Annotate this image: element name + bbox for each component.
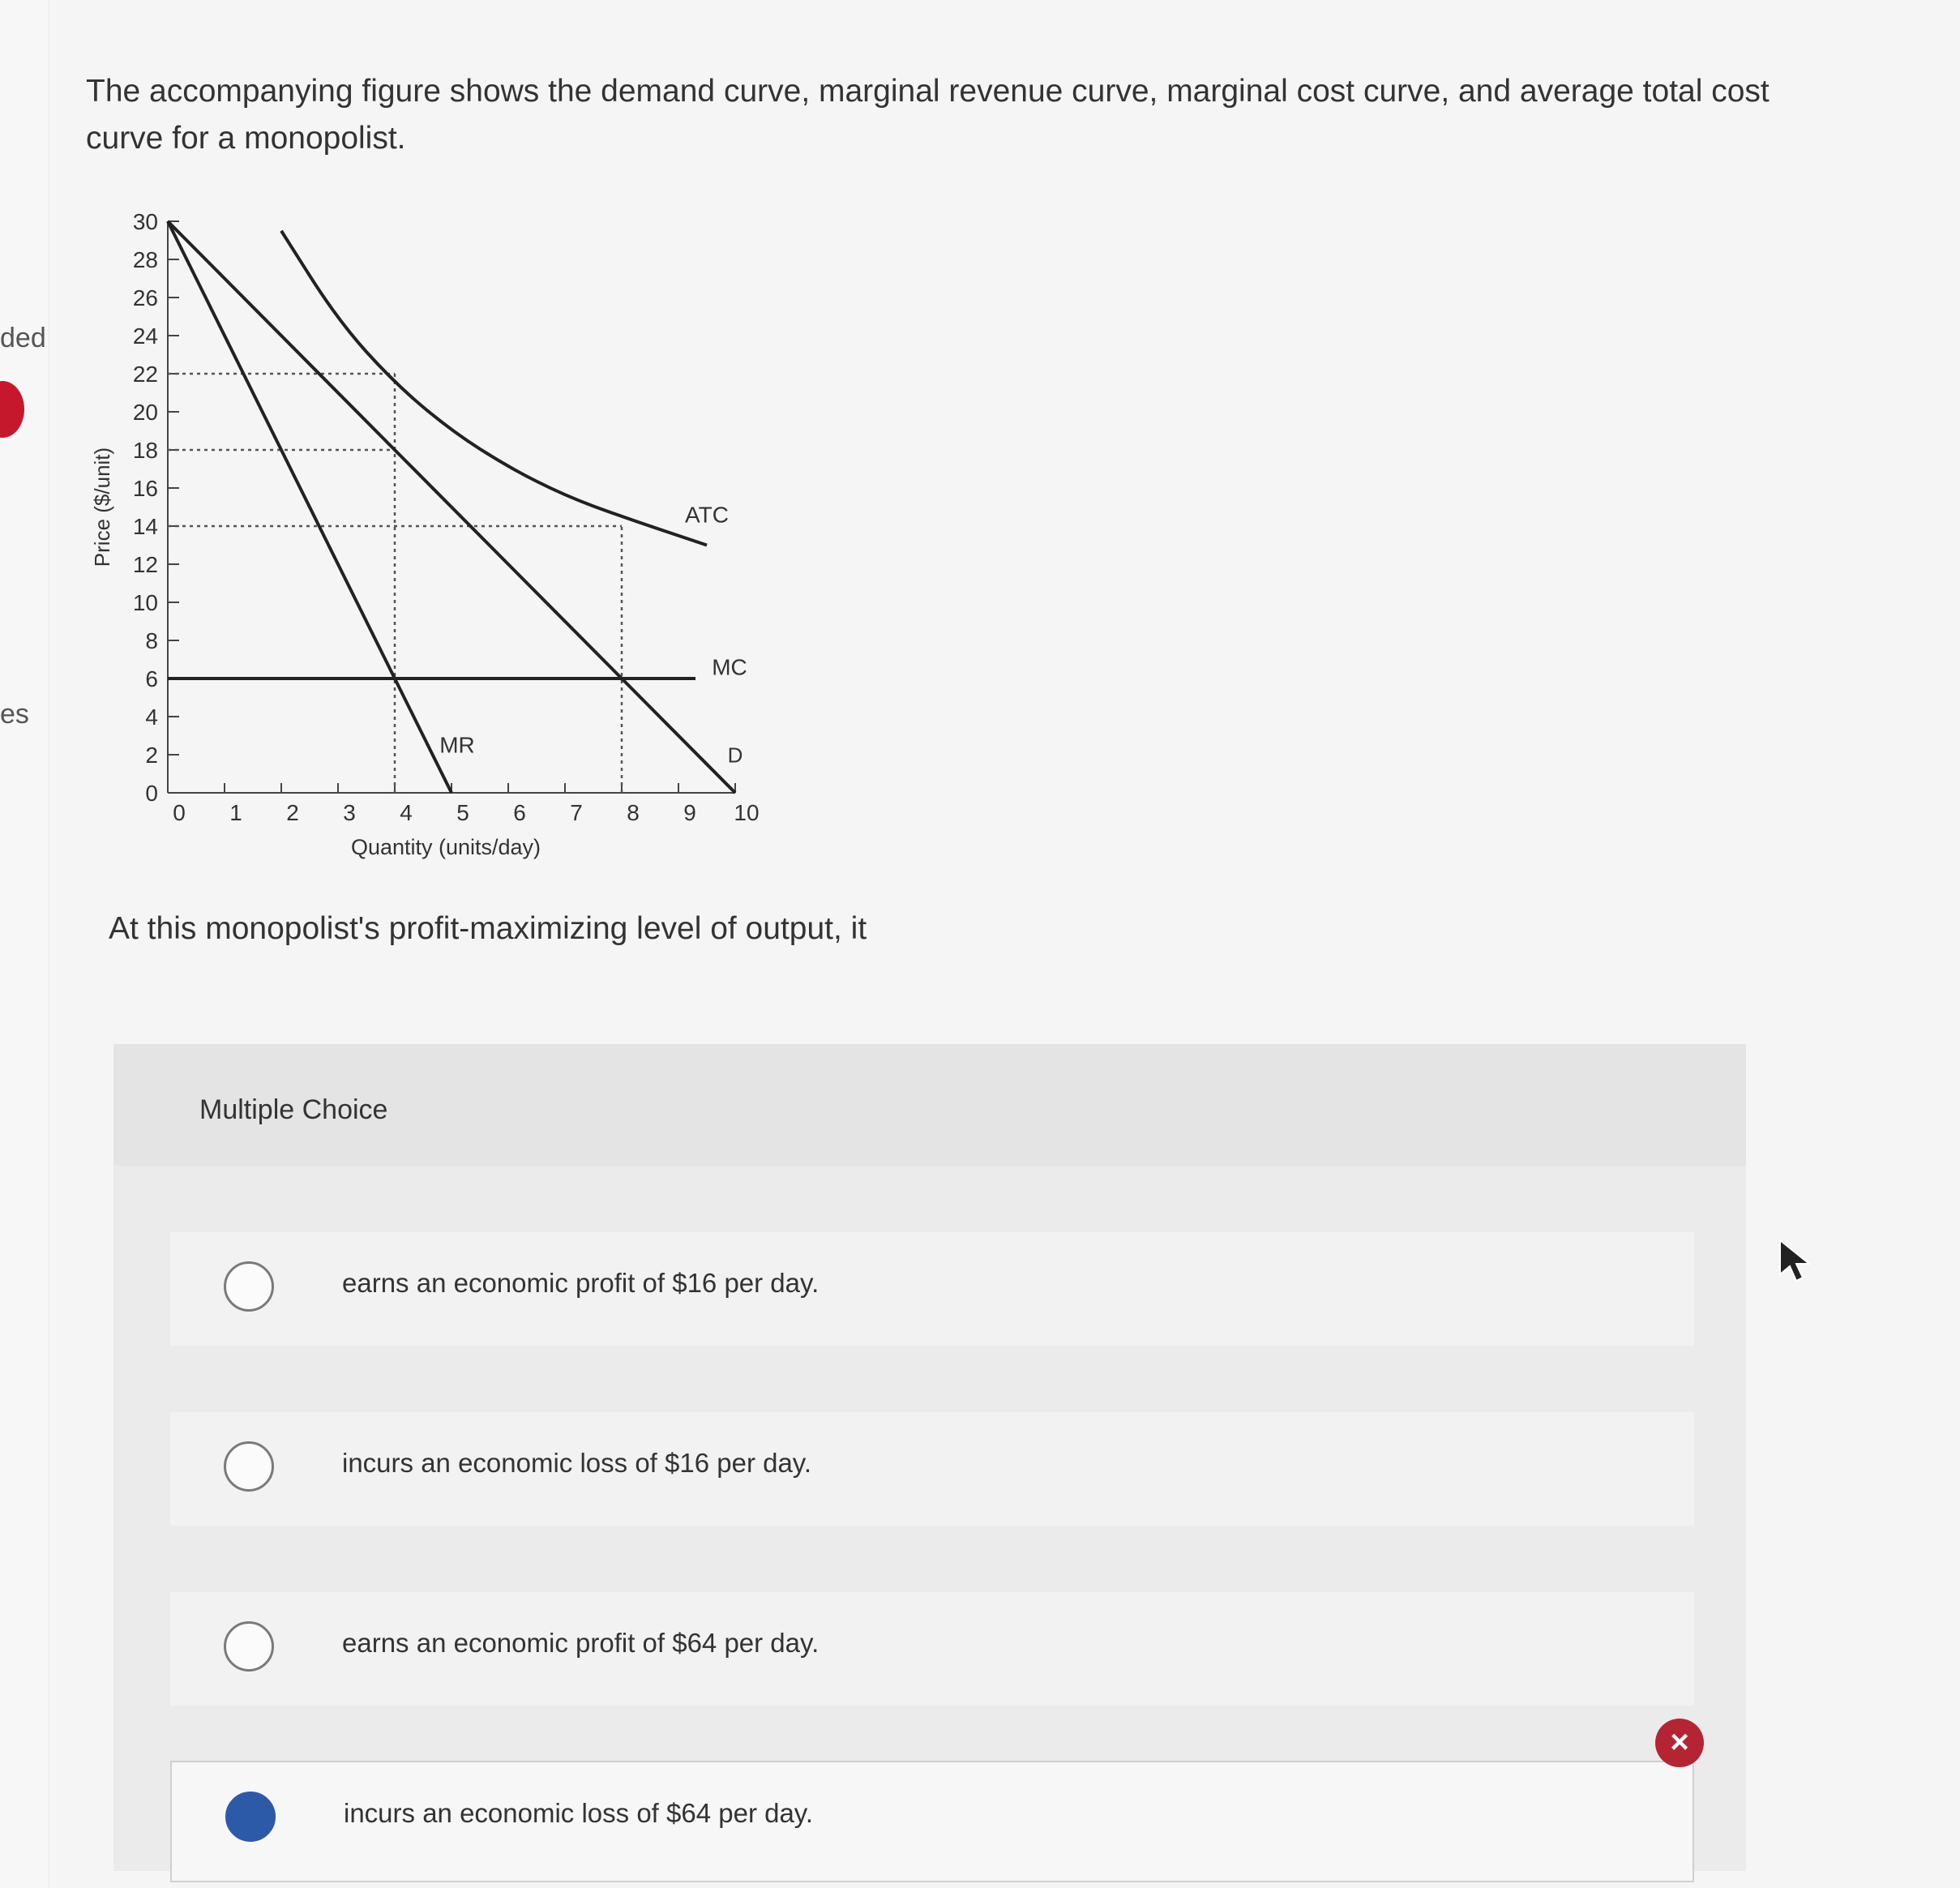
x-tick-label-9: 9 bbox=[683, 800, 696, 825]
sidebar-edge bbox=[0, 0, 49, 1888]
y-tick-label-30: 30 bbox=[132, 209, 158, 234]
incorrect-x-icon: × bbox=[1655, 1719, 1704, 1767]
choice-text-3: earns an economic profit of $64 per day. bbox=[342, 1628, 820, 1658]
sidebar-fragment-top[interactable]: ded bbox=[0, 323, 46, 353]
choice-option-3[interactable] bbox=[170, 1592, 1694, 1706]
d-label: D bbox=[727, 743, 743, 768]
question-prompt: At this monopolist's profit-maximizing level of output, it bbox=[109, 911, 867, 946]
mouse-cursor-icon bbox=[1774, 1237, 1822, 1286]
y-tick-label-28: 28 bbox=[132, 247, 158, 272]
radio-button-4-selected[interactable] bbox=[225, 1792, 276, 1842]
mc-label: MC bbox=[712, 654, 747, 680]
radio-button-3[interactable] bbox=[224, 1621, 274, 1672]
y-tick-label-10: 10 bbox=[132, 590, 158, 615]
mr-label: MR bbox=[439, 732, 475, 758]
y-tick-label-6: 6 bbox=[145, 666, 158, 691]
y-tick-label-2: 2 bbox=[145, 743, 158, 768]
series-atc bbox=[281, 231, 707, 546]
x-tick-label-10: 10 bbox=[734, 800, 760, 825]
choice-text-4: incurs an economic loss of $64 per day. bbox=[344, 1798, 814, 1828]
x-tick-label-8: 8 bbox=[627, 800, 640, 825]
atc-label: ATC bbox=[685, 502, 729, 528]
choice-option-4[interactable] bbox=[170, 1761, 1694, 1882]
series-d bbox=[168, 221, 735, 793]
y-tick-label-14: 14 bbox=[132, 514, 158, 539]
choice-text-1: earns an economic profit of $16 per day. bbox=[342, 1268, 820, 1298]
x-tick-label-3: 3 bbox=[343, 800, 356, 825]
x-axis-title: Quantity (units/day) bbox=[350, 835, 541, 859]
y-tick-label-4: 4 bbox=[145, 704, 158, 730]
radio-button-2[interactable] bbox=[224, 1441, 274, 1492]
y-tick-label-8: 8 bbox=[145, 628, 158, 653]
multiple-choice-label: Multiple Choice bbox=[199, 1094, 388, 1125]
y-tick-label-12: 12 bbox=[132, 552, 158, 577]
x-tick-label-2: 2 bbox=[286, 800, 299, 825]
x-tick-label-7: 7 bbox=[570, 800, 583, 825]
y-tick-label-22: 22 bbox=[132, 362, 158, 387]
y-tick-label-26: 26 bbox=[132, 285, 158, 310]
x-tick-label-0: 0 bbox=[173, 800, 186, 825]
y-tick-label-24: 24 bbox=[132, 323, 158, 349]
y-tick-label-18: 18 bbox=[132, 438, 158, 463]
choice-text-2: incurs an economic loss of $16 per day. bbox=[342, 1448, 812, 1478]
y-tick-label-16: 16 bbox=[132, 476, 158, 501]
y-tick-label-20: 20 bbox=[132, 400, 158, 425]
sidebar-fragment-bottom[interactable]: es bbox=[0, 699, 29, 730]
x-tick-label-4: 4 bbox=[400, 800, 413, 825]
y-axis-title: Price ($/unit) bbox=[90, 447, 114, 567]
y-tick-label-0: 0 bbox=[145, 781, 158, 806]
x-tick-label-5: 5 bbox=[456, 800, 469, 825]
x-tick-label-1: 1 bbox=[229, 800, 242, 825]
question-text: The accompanying figure shows the demand curve, marginal revenue curve, marginal cost curve, and average total cost curve for a monopolist. bbox=[86, 74, 1770, 156]
monopoly-chart bbox=[81, 178, 811, 876]
series-mr bbox=[168, 221, 451, 793]
radio-button-1[interactable] bbox=[224, 1261, 274, 1312]
choice-option-2[interactable] bbox=[170, 1412, 1694, 1526]
choice-option-1[interactable] bbox=[170, 1232, 1694, 1346]
x-tick-label-6: 6 bbox=[513, 800, 526, 825]
